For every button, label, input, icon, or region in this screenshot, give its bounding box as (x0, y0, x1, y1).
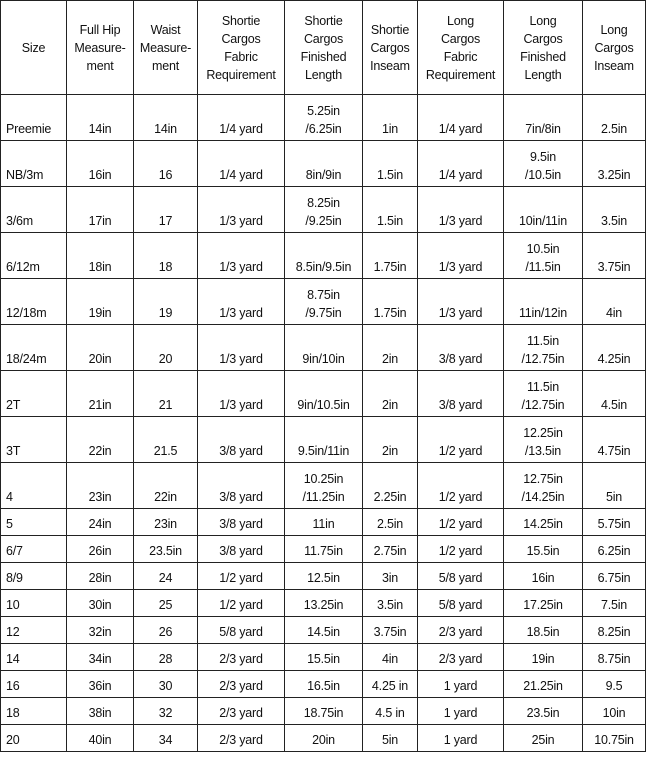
cell-shortie-inseam: 1.75in (363, 233, 418, 279)
cell-long-inseam: 6.25in (583, 536, 646, 563)
cell-shortie-inseam: 2.5in (363, 509, 418, 536)
table-row (1, 279, 646, 325)
header-shortie-fabric: Shortie Cargos Fabric Requirement (198, 1, 285, 95)
cell-shortie-length: 12.5in (285, 563, 363, 590)
cell-long-inseam: 4.75in (583, 417, 646, 463)
cell-long-fabric: 3/8 yard (418, 371, 504, 417)
cell-size: 14 (1, 644, 67, 671)
cell-long-fabric: 3/8 yard (418, 325, 504, 371)
cell-shortie-fabric: 1/2 yard (198, 563, 285, 590)
cell-long-fabric: 2/3 yard (418, 617, 504, 644)
cell-shortie-length: 11.75in (285, 536, 363, 563)
cell-waist: 23.5in (134, 536, 198, 563)
table-row (1, 371, 646, 417)
cell-waist: 34 (134, 725, 198, 752)
cell-full-hip: 24in (67, 509, 134, 536)
cell-waist: 18 (134, 233, 198, 279)
table-row (1, 671, 646, 698)
cell-long-inseam: 5.75in (583, 509, 646, 536)
cell-long-fabric: 1/4 yard (418, 141, 504, 187)
cell-waist: 16 (134, 141, 198, 187)
cell-long-length: 14.25in (504, 509, 583, 536)
cell-long-fabric: 1/3 yard (418, 233, 504, 279)
cell-long-inseam: 8.25in (583, 617, 646, 644)
cell-long-inseam: 8.75in (583, 644, 646, 671)
header-shortie-length: Shortie Cargos Finished Length (285, 1, 363, 95)
cell-shortie-fabric: 1/3 yard (198, 187, 285, 233)
cell-long-length: 11in/12in (504, 279, 583, 325)
cell-waist: 19 (134, 279, 198, 325)
cell-long-fabric: 1/2 yard (418, 463, 504, 509)
table-row (1, 95, 646, 141)
cell-waist: 25 (134, 590, 198, 617)
table-row (1, 536, 646, 563)
cell-long-inseam: 5in (583, 463, 646, 509)
table-row (1, 233, 646, 279)
cell-shortie-inseam: 4.5 in (363, 698, 418, 725)
cell-shortie-inseam: 3.5in (363, 590, 418, 617)
table-row (1, 617, 646, 644)
cell-long-fabric: 1/4 yard (418, 95, 504, 141)
cell-long-inseam: 7.5in (583, 590, 646, 617)
cell-long-fabric: 2/3 yard (418, 644, 504, 671)
cell-long-fabric: 5/8 yard (418, 590, 504, 617)
table-row (1, 325, 646, 371)
cell-size: 16 (1, 671, 67, 698)
cell-shortie-length: 16.5in (285, 671, 363, 698)
cell-long-length: 7in/8in (504, 95, 583, 141)
cell-size: 2T (1, 371, 67, 417)
cell-waist: 23in (134, 509, 198, 536)
cell-full-hip: 40in (67, 725, 134, 752)
header-long-inseam: Long Cargos Inseam (583, 1, 646, 95)
header-shortie-inseam: Shortie Cargos Inseam (363, 1, 418, 95)
table-row (1, 725, 646, 752)
cell-long-fabric: 1/2 yard (418, 417, 504, 463)
header-long-fabric: Long Cargos Fabric Requirement (418, 1, 504, 95)
cell-shortie-fabric: 1/3 yard (198, 233, 285, 279)
cell-shortie-inseam: 3.75in (363, 617, 418, 644)
cell-long-fabric: 1/2 yard (418, 536, 504, 563)
cell-shortie-length: 9.5in/11in (285, 417, 363, 463)
cell-long-fabric: 1 yard (418, 725, 504, 752)
cell-long-length: 11.5in /12.75in (504, 325, 583, 371)
cell-size: Preemie (1, 95, 67, 141)
cell-shortie-inseam: 2in (363, 371, 418, 417)
cell-size: 5 (1, 509, 67, 536)
cell-shortie-fabric: 3/8 yard (198, 536, 285, 563)
cell-shortie-length: 9in/10in (285, 325, 363, 371)
cell-full-hip: 36in (67, 671, 134, 698)
cell-full-hip: 34in (67, 644, 134, 671)
cell-long-length: 12.75in /14.25in (504, 463, 583, 509)
cell-long-inseam: 4.25in (583, 325, 646, 371)
cell-shortie-fabric: 1/3 yard (198, 325, 285, 371)
cell-shortie-fabric: 3/8 yard (198, 463, 285, 509)
table-row (1, 463, 646, 509)
cell-waist: 14in (134, 95, 198, 141)
table-row (1, 509, 646, 536)
cell-shortie-length: 8.25in /9.25in (285, 187, 363, 233)
cell-long-fabric: 5/8 yard (418, 563, 504, 590)
cell-long-fabric: 1 yard (418, 671, 504, 698)
cell-shortie-fabric: 1/3 yard (198, 371, 285, 417)
cell-size: 12 (1, 617, 67, 644)
cell-size: 8/9 (1, 563, 67, 590)
cell-waist: 32 (134, 698, 198, 725)
cell-waist: 22in (134, 463, 198, 509)
cell-shortie-inseam: 2.75in (363, 536, 418, 563)
cell-shortie-fabric: 5/8 yard (198, 617, 285, 644)
cell-long-fabric: 1/2 yard (418, 509, 504, 536)
cell-long-length: 10.5in /11.5in (504, 233, 583, 279)
header-size: Size (1, 1, 67, 95)
cell-full-hip: 28in (67, 563, 134, 590)
table-row (1, 590, 646, 617)
cell-shortie-fabric: 2/3 yard (198, 725, 285, 752)
cell-size: 3/6m (1, 187, 67, 233)
cell-long-fabric: 1/3 yard (418, 279, 504, 325)
cell-size: 6/7 (1, 536, 67, 563)
cell-size: 18/24m (1, 325, 67, 371)
cell-long-length: 15.5in (504, 536, 583, 563)
cell-waist: 24 (134, 563, 198, 590)
cell-full-hip: 14in (67, 95, 134, 141)
cell-shortie-length: 20in (285, 725, 363, 752)
cell-long-inseam: 2.5in (583, 95, 646, 141)
cell-long-length: 21.25in (504, 671, 583, 698)
cell-shortie-length: 11in (285, 509, 363, 536)
table-row (1, 187, 646, 233)
cell-long-fabric: 1/3 yard (418, 187, 504, 233)
cell-size: 6/12m (1, 233, 67, 279)
cell-shortie-length: 5.25in /6.25in (285, 95, 363, 141)
cell-full-hip: 32in (67, 617, 134, 644)
cell-shortie-fabric: 3/8 yard (198, 509, 285, 536)
table-row (1, 644, 646, 671)
cell-long-inseam: 3.5in (583, 187, 646, 233)
cell-shortie-length: 13.25in (285, 590, 363, 617)
cell-shortie-inseam: 4in (363, 644, 418, 671)
cell-long-inseam: 9.5 (583, 671, 646, 698)
cell-size: 20 (1, 725, 67, 752)
cell-full-hip: 18in (67, 233, 134, 279)
header-waist: Waist Measure- ment (134, 1, 198, 95)
cell-shortie-length: 18.75in (285, 698, 363, 725)
cell-full-hip: 21in (67, 371, 134, 417)
table-row (1, 563, 646, 590)
cell-long-inseam: 10in (583, 698, 646, 725)
table-row (1, 141, 646, 187)
cell-long-length: 23.5in (504, 698, 583, 725)
cell-shortie-length: 9in/10.5in (285, 371, 363, 417)
cell-waist: 26 (134, 617, 198, 644)
cell-waist: 21 (134, 371, 198, 417)
cell-shortie-length: 10.25in /11.25in (285, 463, 363, 509)
cell-waist: 17 (134, 187, 198, 233)
cell-shortie-inseam: 1.5in (363, 187, 418, 233)
cell-size: NB/3m (1, 141, 67, 187)
cell-full-hip: 19in (67, 279, 134, 325)
header-long-length: Long Cargos Finished Length (504, 1, 583, 95)
cell-shortie-inseam: 1.75in (363, 279, 418, 325)
cell-full-hip: 30in (67, 590, 134, 617)
cell-long-length: 25in (504, 725, 583, 752)
cell-full-hip: 23in (67, 463, 134, 509)
cell-long-length: 10in/11in (504, 187, 583, 233)
cell-size: 10 (1, 590, 67, 617)
cell-shortie-fabric: 1/2 yard (198, 590, 285, 617)
table-row (1, 417, 646, 463)
cell-long-length: 17.25in (504, 590, 583, 617)
cell-long-inseam: 10.75in (583, 725, 646, 752)
cell-shortie-fabric: 3/8 yard (198, 417, 285, 463)
cell-long-inseam: 4.5in (583, 371, 646, 417)
cell-long-length: 18.5in (504, 617, 583, 644)
cell-shortie-length: 14.5in (285, 617, 363, 644)
cell-long-length: 11.5in /12.75in (504, 371, 583, 417)
cell-long-inseam: 6.75in (583, 563, 646, 590)
cell-full-hip: 17in (67, 187, 134, 233)
cell-shortie-inseam: 5in (363, 725, 418, 752)
cell-shortie-inseam: 2.25in (363, 463, 418, 509)
cell-long-length: 19in (504, 644, 583, 671)
cell-full-hip: 20in (67, 325, 134, 371)
cell-waist: 20 (134, 325, 198, 371)
cell-long-inseam: 4in (583, 279, 646, 325)
table-row (1, 698, 646, 725)
cell-shortie-inseam: 1in (363, 95, 418, 141)
cell-size: 18 (1, 698, 67, 725)
cell-shortie-fabric: 2/3 yard (198, 698, 285, 725)
cell-waist: 21.5 (134, 417, 198, 463)
cell-size: 4 (1, 463, 67, 509)
cell-long-fabric: 1 yard (418, 698, 504, 725)
cell-full-hip: 16in (67, 141, 134, 187)
cell-size: 3T (1, 417, 67, 463)
cell-long-length: 16in (504, 563, 583, 590)
cell-long-inseam: 3.75in (583, 233, 646, 279)
cell-shortie-fabric: 1/4 yard (198, 95, 285, 141)
cell-shortie-length: 8.75in /9.75in (285, 279, 363, 325)
cell-shortie-length: 8.5in/9.5in (285, 233, 363, 279)
cell-shortie-length: 15.5in (285, 644, 363, 671)
cell-shortie-inseam: 4.25 in (363, 671, 418, 698)
header-full-hip: Full Hip Measure- ment (67, 1, 134, 95)
cell-full-hip: 22in (67, 417, 134, 463)
cell-long-length: 12.25in /13.5in (504, 417, 583, 463)
cell-full-hip: 26in (67, 536, 134, 563)
cell-size: 12/18m (1, 279, 67, 325)
cell-shortie-inseam: 2in (363, 325, 418, 371)
cell-shortie-fabric: 2/3 yard (198, 671, 285, 698)
cell-shortie-length: 8in/9in (285, 141, 363, 187)
cell-shortie-fabric: 1/3 yard (198, 279, 285, 325)
table-body (1, 95, 646, 752)
header-row (1, 1, 646, 95)
cell-full-hip: 38in (67, 698, 134, 725)
cell-shortie-fabric: 1/4 yard (198, 141, 285, 187)
cell-shortie-inseam: 3in (363, 563, 418, 590)
cell-waist: 30 (134, 671, 198, 698)
cell-shortie-inseam: 1.5in (363, 141, 418, 187)
cell-shortie-inseam: 2in (363, 417, 418, 463)
cell-long-inseam: 3.25in (583, 141, 646, 187)
cell-long-length: 9.5in /10.5in (504, 141, 583, 187)
cell-shortie-fabric: 2/3 yard (198, 644, 285, 671)
cell-waist: 28 (134, 644, 198, 671)
